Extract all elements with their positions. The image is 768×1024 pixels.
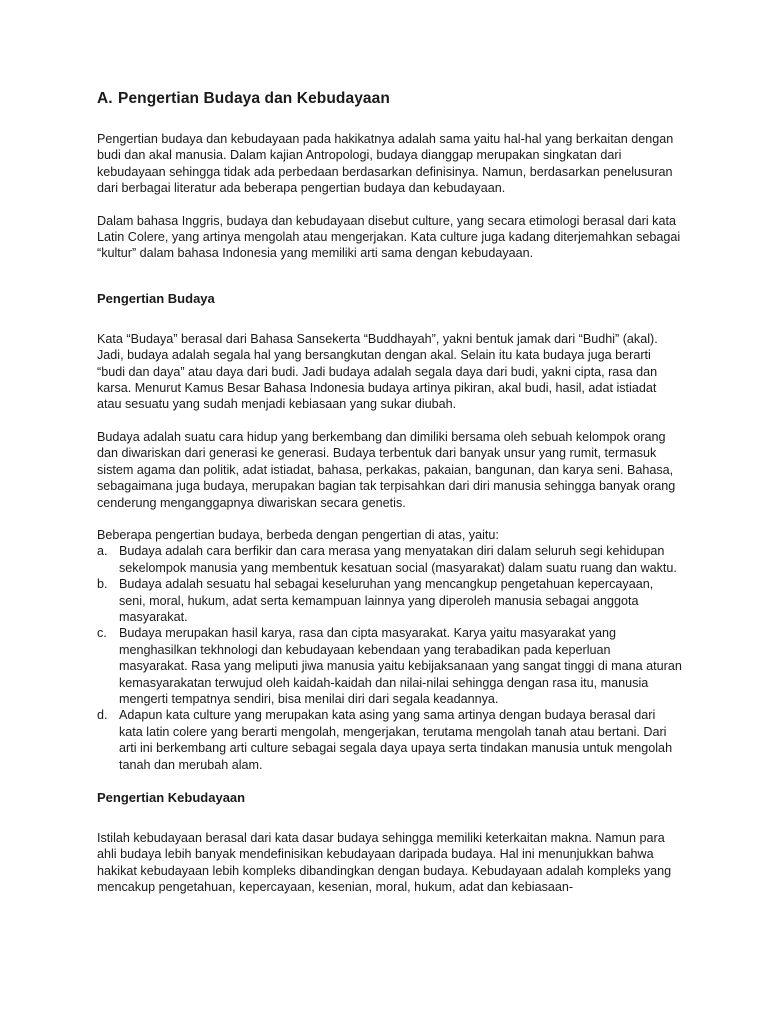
list-marker: a. [97, 544, 108, 559]
section-heading-kebudayaan: Pengertian Kebudayaan [97, 790, 246, 805]
list-marker: c. [97, 626, 107, 641]
list-item-text: Adapun kata culture yang merupakan kata asing yang sama artinya dengan budaya berasal dari kata latin colere yang berarti mengolah, mengerjakan, terutama mengolah tanah atau bertani. Dari arti ini berkembang arti culture sebagai segala daya upaya serta tindakan manusia untuk mengolah tanah dan merubah alam. [119, 708, 673, 772]
kebudayaan-paragraph: Istilah kebudayaan berasal dari kata dasar budaya sehingga memiliki keterkaitan makna. Namun para ahli budaya lebih banyak mendefinisikan kebudayaan daripada budaya. Hal ini menunjukkan bahwa hakikat kebudayaan lebih kompleks dibandingkan dengan budaya. Kebudayaan adalah kompleks yang mencakup pengetahuan, kepercayaan, kesenian, moral, hukum, adat dan kebiasaan- [97, 831, 672, 895]
list-item [97, 543, 682, 576]
definition-list [97, 543, 682, 773]
document-title [97, 89, 682, 109]
title-number: A. [97, 90, 113, 107]
budaya-paragraph-2: Budaya adalah suatu cara hidup yang berkembang dan dimiliki bersama oleh sebuah kelompok orang dan diwariskan dari generasi ke generasi. Budaya terbentuk dari banyak unsur yang rumit, termasuk sistem agama dan politik, adat istiadat, bahasa, perkakas, pakaian, bangunan, dan karya seni. Bahasa, sebagaimana juga budaya, merupakan bagian tak terpisahkan dari diri manusia sehingga banyak orang cenderung menganggapnya diwariskan secara genetis. [97, 429, 676, 510]
list-item-text: Budaya adalah sesuatu hal sebagai keseluruhan yang mencangkup pengetahuan kepercayaan, seni, moral, hukum, adat serta kemampuan lainnya yang diperoleh manusia sebagai anggota masyarakat. [119, 577, 654, 624]
list-item-text: Budaya adalah cara berfikir dan cara merasa yang menyatakan diri dalam seluruh segi kehidupan sekelompok manusia yang membentuk kesatuan social (masyarakat) dalam suatu ruang dan waktu. [119, 544, 677, 575]
list-marker: d. [97, 708, 108, 723]
budaya-paragraph-1: Kata “Budaya” berasal dari Bahasa Sansekerta “Buddhayah”, yakni bentuk jamak dari “Budhi” (akal). Jadi, budaya adalah segala hal yang bersangkutan dengan akal. Selain itu kata budaya juga berarti “budi dan daya” atau daya dari budi. Jadi budaya adalah segala daya dari budi, yakni cipta, rasa dan karsa. Menurut Kamus Besar Bahasa Indonesia budaya artinya pikiran, akal budi, hasil, adat istiadat atau sesuatu yang sudah menjadi kebiasaan yang sukar diubah. [97, 331, 658, 412]
intro-paragraph-1: Pengertian budaya dan kebudayaan pada hakikatnya adalah sama yaitu hal-hal yang berkaitan dengan budi dan akal manusia. Dalam kajian Antropologi, budaya dianggap merupakan singkatan dari kebudayaan sehingga tidak ada perbedaan berdasarkan definisinya. Namun, berdasarkan penelusuran dari berbagai literatur ada beberapa pengertian budaya dan kebudayaan. [97, 132, 674, 196]
list-item [97, 707, 682, 773]
section-heading-budaya: Pengertian Budaya [97, 290, 215, 306]
list-item [97, 576, 682, 625]
title-text: Pengertian Budaya dan Kebudayaan [118, 90, 390, 107]
list-intro: Beberapa pengertian budaya, berbeda dengan pengertian di atas, yaitu: [97, 527, 499, 542]
list-item-text: Budaya merupakan hasil karya, rasa dan cipta masyarakat. Karya yaitu masyarakat yang menghasilkan tekhnologi dan kebudayaan kebendaan yang terabadikan pada keperluan masyarakat. Rasa yang meliputi jiwa manusia yaitu kebijaksanaan yang sangat tinggi di mana aturan kemasyarakatan terwujud oleh kaidah-kaidah dan nilai-nilai sehingga dengan rasa itu, manusia mengerti tempatnya sendiri, bisa menilai diri dari segala keadannya. [119, 626, 682, 706]
list-item [97, 625, 682, 707]
list-marker: b. [97, 577, 108, 592]
intro-paragraph-2: Dalam bahasa Inggris, budaya dan kebudayaan disebut culture, yang secara etimologi berasal dari kata Latin Colere, yang artinya mengolah atau mengerjakan. Kata culture juga kadang diterjemahkan sebagai “kultur” dalam bahasa Indonesia yang memiliki arti sama dengan kebudayaan. [97, 213, 681, 261]
